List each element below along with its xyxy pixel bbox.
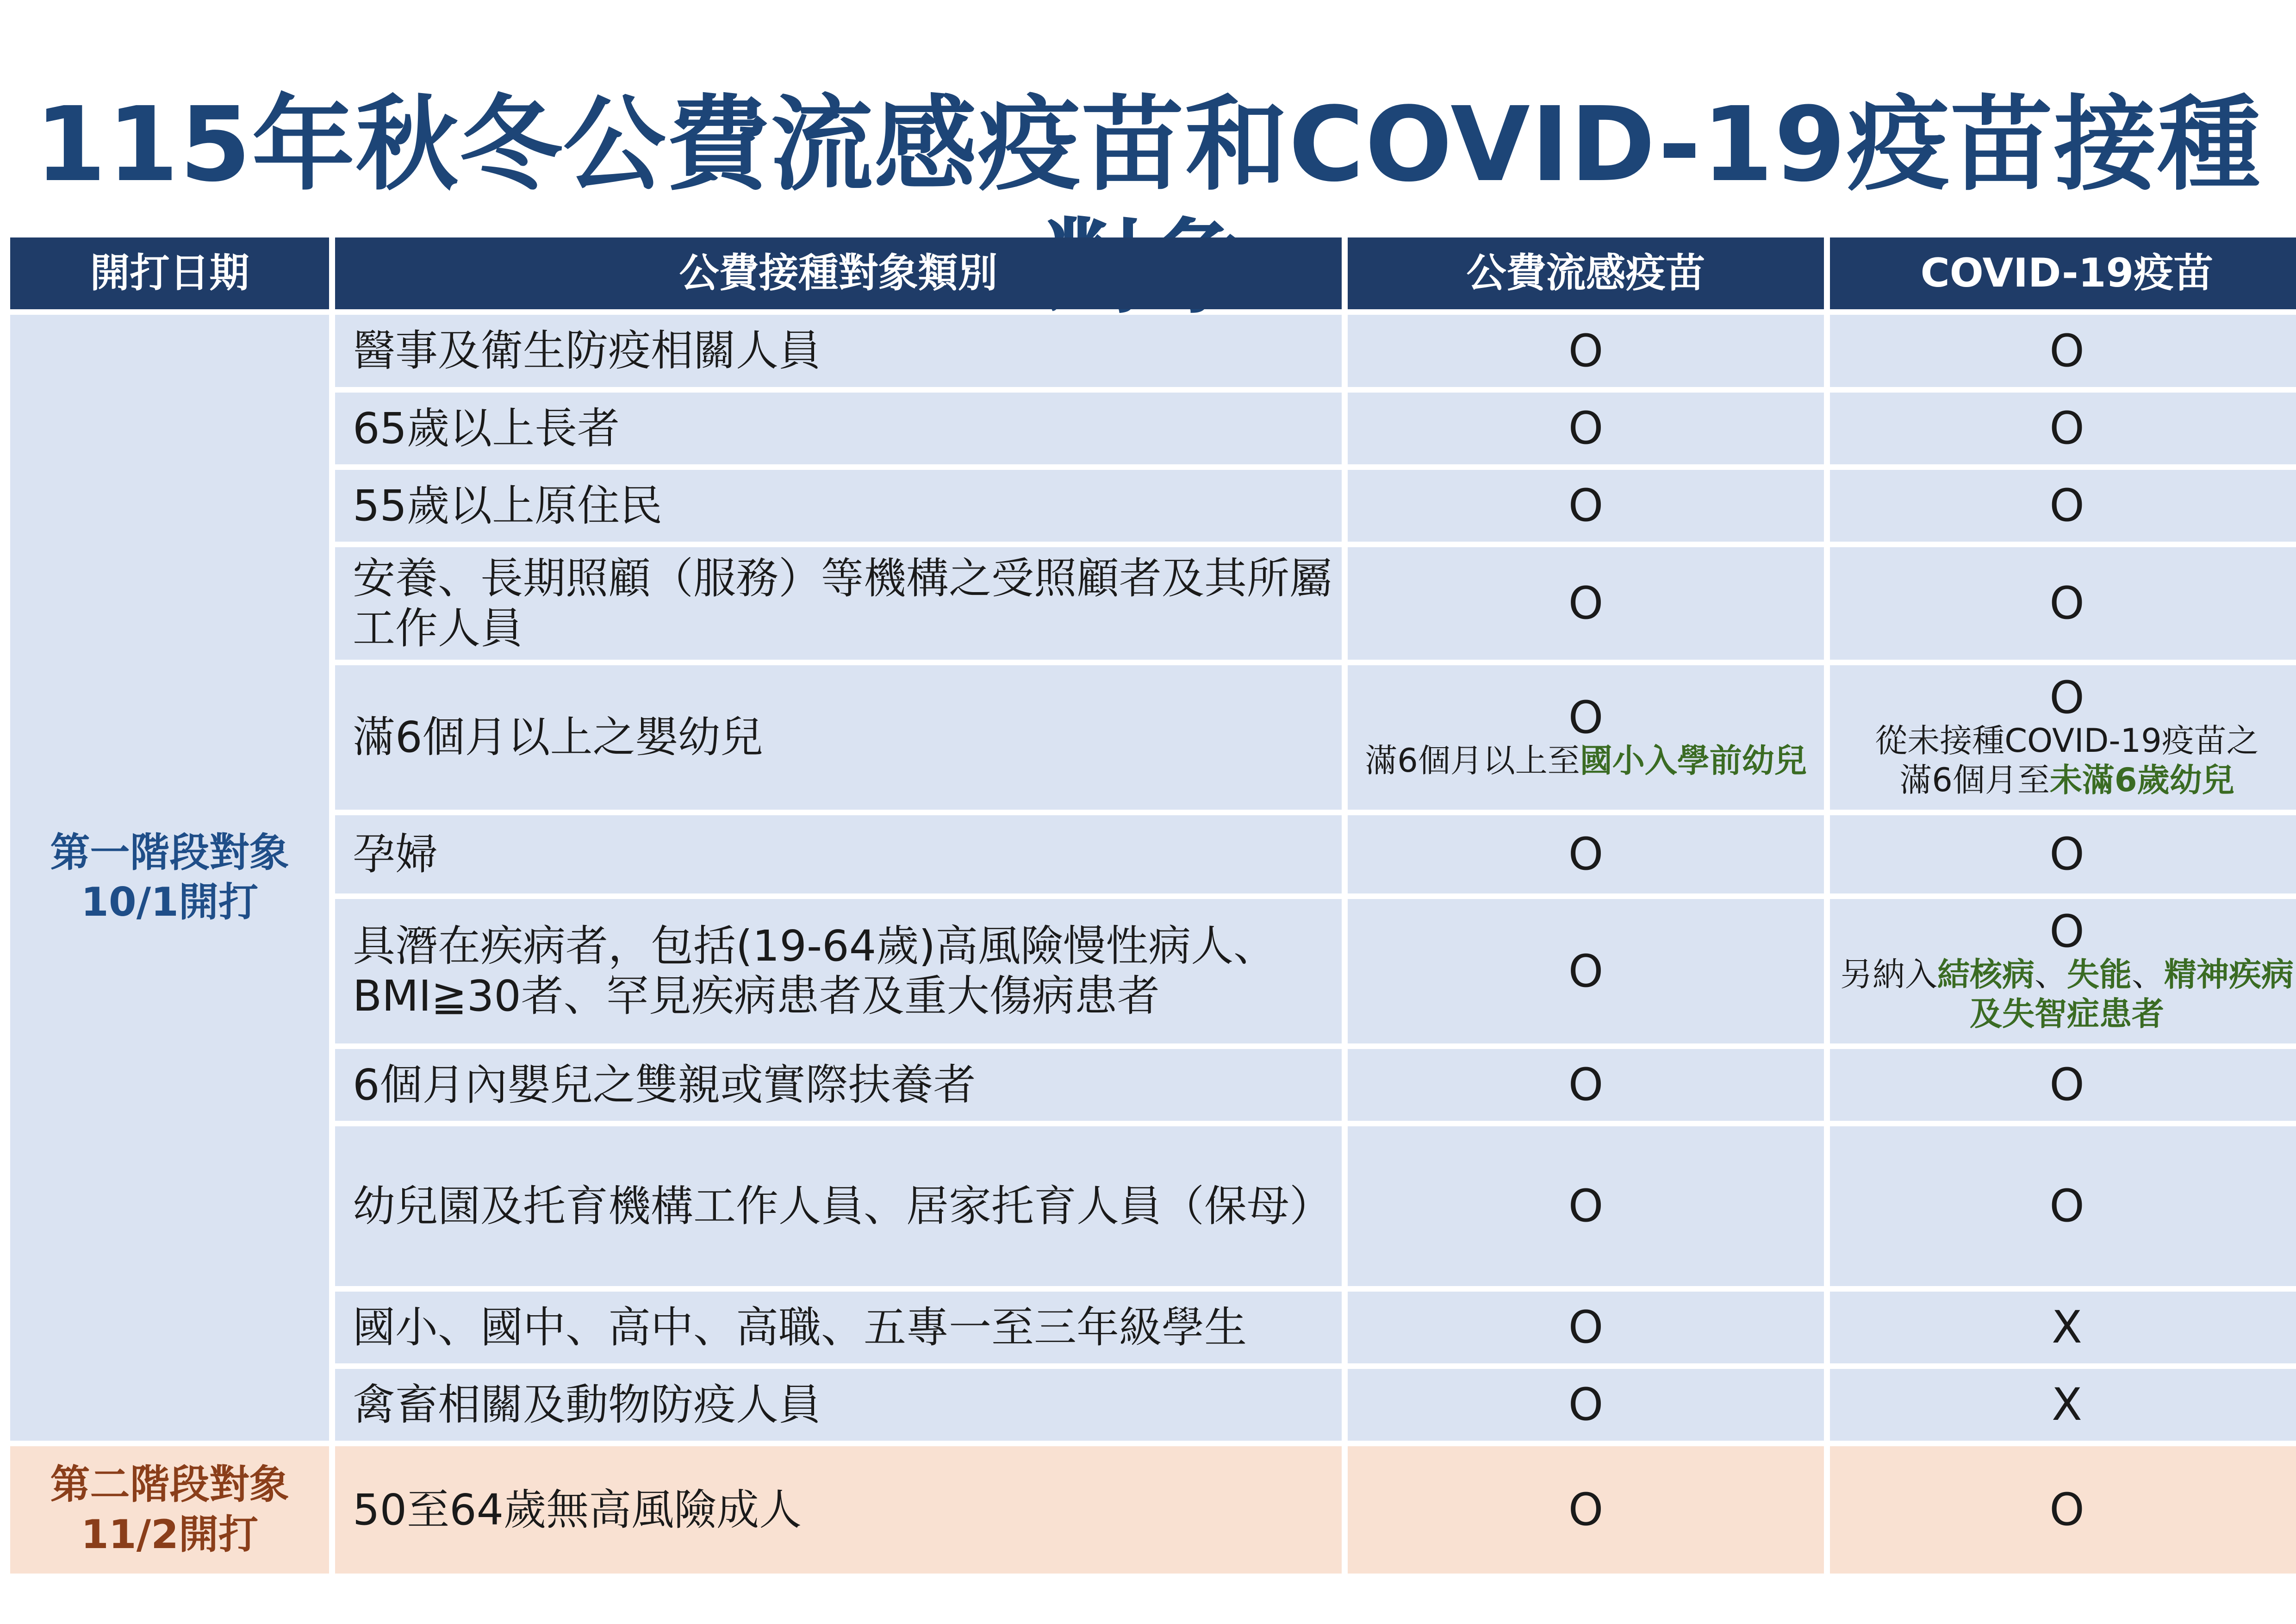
covid-mark [1830, 665, 2296, 810]
phase1-cell [10, 315, 329, 1441]
header-date: 開打日期 [10, 237, 329, 309]
flu-mark [1348, 470, 1824, 542]
note-highlight: 失能 [2067, 956, 2132, 993]
mark-symbol: X [2052, 1301, 2082, 1354]
covid-mark [1830, 899, 2296, 1043]
mark-symbol: O [2049, 828, 2084, 881]
flu-mark [1348, 1049, 1824, 1121]
covid-mark [1830, 547, 2296, 660]
category-cell: 50至64歲無高風險成人 [335, 1446, 1342, 1574]
covid-mark [1830, 1126, 2296, 1286]
category-cell: 幼兒園及托育機構工作人員、居家托育人員（保母） [335, 1126, 1342, 1286]
mark-symbol: O [2049, 325, 2084, 377]
flu-mark [1348, 1126, 1824, 1286]
category-cell: 滿6個月以上之嬰幼兒 [335, 665, 1342, 810]
note-highlight: 結核病 [1937, 956, 2035, 993]
flu-mark [1348, 547, 1824, 660]
mark-symbol: O [2049, 1484, 2084, 1536]
flu-mark [1348, 899, 1824, 1043]
category-cell: 安養、長期照顧（服務）等機構之受照顧者及其所屬工作人員 [335, 547, 1342, 660]
mark-symbol: O [1568, 691, 1604, 743]
note-text: 滿6個月以上至 [1365, 741, 1580, 780]
note-text: 滿6個月至 [1899, 761, 2050, 800]
mark-symbol: O [2049, 577, 2084, 630]
covid-mark [1830, 1446, 2296, 1574]
note-text: 、 [2035, 956, 2067, 993]
category-cell: 具潛在疾病者，包括(19-64歲)高風險慢性病人、BMI≧30者、罕見疾病患者及重大傷病患者 [335, 899, 1342, 1043]
covid-mark [1830, 1369, 2296, 1441]
phase1-start: 10/1開打 [81, 879, 258, 925]
mark-symbol: O [2049, 402, 2084, 455]
mark-symbol: O [1568, 828, 1604, 881]
mark-symbol: O [1568, 1301, 1604, 1354]
covid-mark [1830, 1292, 2296, 1363]
mark-symbol: O [2049, 1059, 2084, 1111]
category-cell: 6個月內嬰兒之雙親或實際扶養者 [335, 1049, 1342, 1121]
note-text: 另納入 [1840, 956, 1937, 993]
flu-mark [1348, 815, 1824, 893]
covid-mark [1830, 315, 2296, 387]
flu-note [1365, 741, 1807, 781]
note-highlight: 國小入學前幼兒 [1580, 741, 1807, 780]
flu-mark [1348, 1446, 1824, 1574]
flu-mark [1348, 665, 1824, 810]
phase2-name: 第二階段對象 [50, 1462, 289, 1508]
mark-symbol: O [2049, 906, 2084, 958]
mark-symbol: O [1568, 480, 1604, 532]
mark-symbol: O [2049, 1180, 2084, 1232]
covid-note-line2 [1899, 761, 2234, 800]
mark-symbol: O [1568, 1180, 1604, 1232]
category-cell: 65歲以上長者 [335, 393, 1342, 464]
covid-note-line1: 從未接種COVID-19疫苗之 [1875, 722, 2259, 760]
flu-mark [1348, 393, 1824, 464]
phase2-cell [10, 1446, 329, 1574]
category-cell: 禽畜相關及動物防疫人員 [335, 1369, 1342, 1441]
covid-mark [1830, 815, 2296, 893]
mark-symbol: O [1568, 325, 1604, 377]
phase2-start: 11/2開打 [81, 1511, 258, 1558]
mark-symbol: O [1568, 402, 1604, 455]
header-category: 公費接種對象類別 [335, 237, 1342, 309]
flu-mark [1348, 1369, 1824, 1441]
category-cell: 55歲以上原住民 [335, 470, 1342, 542]
header-flu: 公費流感疫苗 [1348, 237, 1824, 309]
covid-mark [1830, 1049, 2296, 1121]
covid-note [1830, 955, 2296, 1034]
phase1-name: 第一階段對象 [50, 829, 289, 876]
category-cell: 國小、國中、高中、高職、五專一至三年級學生 [335, 1292, 1342, 1363]
category-cell: 孕婦 [335, 815, 1342, 893]
mark-symbol: X [2052, 1379, 2082, 1431]
vaccine-eligibility-table [10, 237, 2294, 1558]
page-title: 115年秋冬公費流感疫苗和COVID-19疫苗接種 [35, 85, 2261, 205]
header-covid: COVID-19疫苗 [1830, 237, 2296, 309]
flu-mark [1348, 1292, 1824, 1363]
mark-symbol: O [1568, 945, 1604, 997]
flu-mark [1348, 315, 1824, 387]
mark-symbol: O [1568, 1484, 1604, 1536]
mark-symbol: O [2049, 480, 2084, 532]
note-highlight: 精神疾病及失智症患者 [1970, 956, 2294, 1033]
mark-symbol: O [1568, 1379, 1604, 1431]
note-highlight: 未滿6歲幼兒 [2049, 761, 2234, 800]
covid-mark [1830, 470, 2296, 542]
mark-symbol: O [1568, 577, 1604, 630]
note-text: 、 [2132, 956, 2164, 993]
mark-symbol: O [1568, 1059, 1604, 1111]
covid-mark [1830, 393, 2296, 464]
mark-symbol: O [2049, 672, 2084, 724]
category-cell: 醫事及衛生防疫相關人員 [335, 315, 1342, 387]
